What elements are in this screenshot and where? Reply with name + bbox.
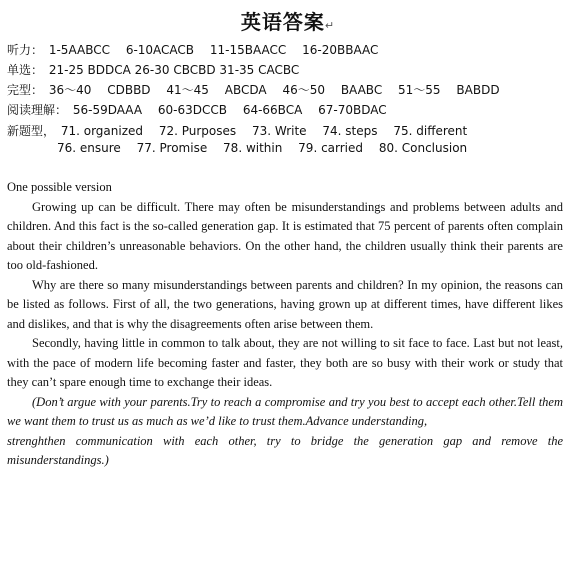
answer-item: 73. Write [251, 124, 307, 138]
essay-paragraph: Why are there so many misunderstandings between parents and children? In my opinion, the reasons can be listed as follows. First of all, the two generations, having grown up at different times, have different likes and dislikes, and that is why the disagreements often arise between them. [7, 277, 563, 331]
answer-item: BAABC [340, 83, 383, 97]
answer-item: 36～40 [48, 83, 92, 97]
answers-reading [7, 101, 399, 118]
answer-item: 6-10ACACB [125, 43, 195, 57]
essay-advice: (Don’t argue with your parents.Try to reach a compromise and try you best to accept each other.Tell them we want them to trust us as much as we’d like to trust them.Advance understanding, [7, 394, 563, 428]
model-essay [7, 178, 563, 471]
answer-item: 77. Promise [136, 141, 208, 155]
answer-item: 16-20BBAAC [302, 43, 379, 57]
answer-item: 11-15BAACC [209, 43, 287, 57]
answer-item: 67-70BDAC [318, 103, 387, 117]
answer-item: CDBBD [107, 83, 151, 97]
answer-item: 80. Conclusion [378, 141, 468, 155]
paragraph-mark: ↵ [324, 19, 336, 32]
answer-item: 46～50 [282, 83, 325, 97]
answer-item: 76. ensure [57, 141, 121, 155]
answer-item: 64-66BCA [242, 103, 303, 117]
answer-item: 78. within [223, 141, 283, 155]
answer-item: 31-35 CACBC [219, 63, 300, 77]
answer-item: 72. Purposes [158, 124, 237, 138]
document-title [0, 6, 576, 35]
essay-paragraph: Growing up can be difficult. There may often be misunderstandings and problems between adults and children. And this fact is the so-called generation gap. It is estimated that 75 percent of parents often complain about their children’s unreasonable behaviors. On the other hand, the children usually think their parents are too old-fashioned. [7, 199, 563, 272]
answers-label: 单选： [7, 63, 44, 77]
answer-item: 21-25 BDDCA [48, 63, 131, 77]
answer-item: 75. different [393, 124, 468, 138]
answer-item: 26-30 CBCBD [134, 63, 216, 77]
answers-label: 阅读理解： [7, 103, 68, 117]
essay-paragraph: Secondly, having little in common to talk about, they are not willing to sit face to face. Last but not least, with the pace of modern life becoming faster and faster, they both are so busy with their work or study that they can’t spare enough time to exchange their ideas. [7, 336, 563, 389]
answers-label: 新题型， [7, 124, 56, 138]
essay-advice-continued: strenghthen communication with each other, try to bridge the generation gap and remove the misunderstandings.) [7, 433, 563, 467]
answer-item: BABDD [456, 83, 500, 97]
answer-item: 74. steps [322, 124, 378, 138]
answers-label: 听力： [7, 43, 44, 57]
answers-listening [7, 41, 390, 58]
answer-item: 56-59DAAA [72, 103, 143, 117]
answer-item: 60-63DCCB [157, 103, 227, 117]
answers-label: 完型： [7, 83, 44, 97]
answers-cloze [7, 81, 512, 98]
title-text: 英语答案 [240, 10, 325, 34]
answer-item: 71. organized [60, 124, 144, 138]
answer-item: 79. carried [298, 141, 364, 155]
answer-item: 1-5AABCC [48, 43, 110, 57]
essay-heading: One possible version [7, 180, 112, 194]
answers-single-choice [7, 61, 299, 78]
answer-item: ABCDA [224, 83, 267, 97]
answers-new-type-row1 [7, 122, 479, 139]
answers-new-type-row2 [57, 141, 479, 155]
answer-item: 51～55 [398, 83, 441, 97]
answer-item: 41～45 [166, 83, 209, 97]
